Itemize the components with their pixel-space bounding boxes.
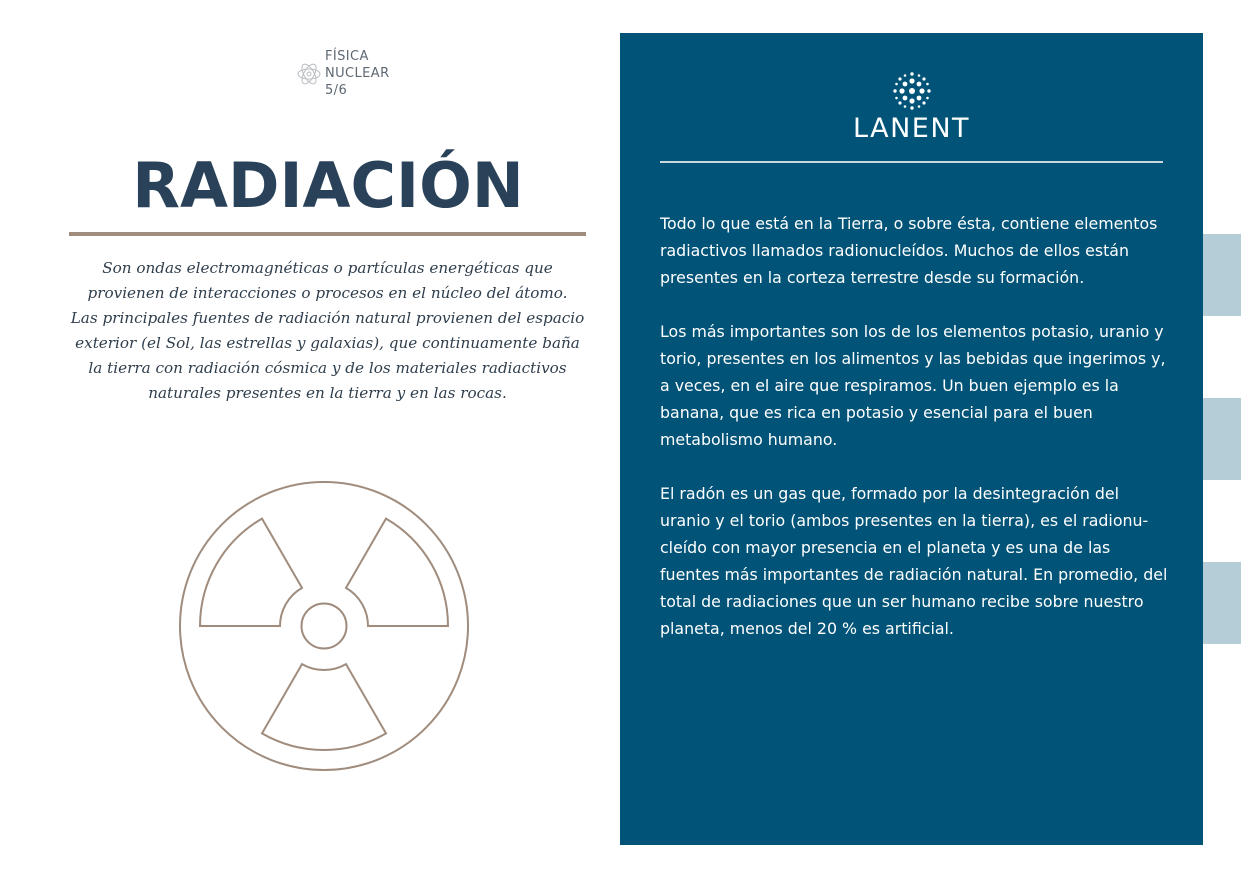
radiation-center: [302, 604, 347, 649]
section-line-2: NUCLEAR: [325, 66, 390, 81]
brand-name: LANENT: [852, 113, 971, 144]
side-tab-1[interactable]: [1203, 234, 1241, 316]
brand-logo: [620, 71, 1203, 146]
intro-text: [66, 256, 589, 406]
radiation-blade-bottom: [262, 664, 386, 750]
panel-paragraph-3: El radón es un gas que, formado por la desintegración del uranio y el torio (ambos presentes en la tierra), es el radionucleído con mayor presencia en el planeta y es una de las fuentes más importantes de radiación natural. En promedio, del total de radiaciones que un ser humano recibe sobre nuestro planeta, menos del 20 % es artificial.: [660, 484, 1168, 638]
info-panel: [620, 33, 1203, 845]
section-label: [325, 48, 390, 99]
section-line-1: FÍSICA: [325, 49, 369, 64]
page-title: RADIACIÓN: [132, 149, 524, 222]
radiation-icon: [176, 478, 472, 774]
title-divider: [69, 232, 586, 236]
section-header: [296, 48, 406, 100]
left-column: [0, 0, 620, 873]
side-tab-2[interactable]: [1203, 398, 1241, 480]
radiation-blade-right: [346, 519, 448, 626]
side-tab-3[interactable]: [1203, 562, 1241, 644]
intro-paragraph-2: Las principales fuentes de radiación natural provienen del espacio exterior (el Sol, las estrellas y galaxias), que continuamente baña la tierra con radiación cósmica y de los materiales radiactivos naturales presentes en la tierra y en las rocas.: [70, 309, 585, 402]
globe-icon: [892, 71, 932, 111]
panel-divider: [660, 161, 1163, 163]
page-indicator: 5/6: [325, 83, 348, 98]
intro-paragraph-1: Son ondas electromagnéticas o partículas energéticas que provienen de interacciones o procesos en el núcleo del átomo.: [87, 259, 568, 302]
panel-paragraph-2: Los más importantes son los de los elementos potasio, uranio y torio, presentes en los alimentos y las bebidas que ingerimos y, a veces, en el aire que respiramos. Un buen ejemplo es la banana, que es rica en potasio y esencial para el buen metabolismo humano.: [660, 322, 1166, 449]
panel-paragraph-1: Todo lo que está en la Tierra, o sobre ésta, contiene elementos radiactivos llamados radionucleídos. Muchos de ellos están presentes en la corteza terrestre desde su formación.: [660, 214, 1158, 287]
radiation-blade-left: [200, 519, 302, 626]
atom-icon: [296, 52, 322, 96]
panel-body: [660, 210, 1170, 669]
